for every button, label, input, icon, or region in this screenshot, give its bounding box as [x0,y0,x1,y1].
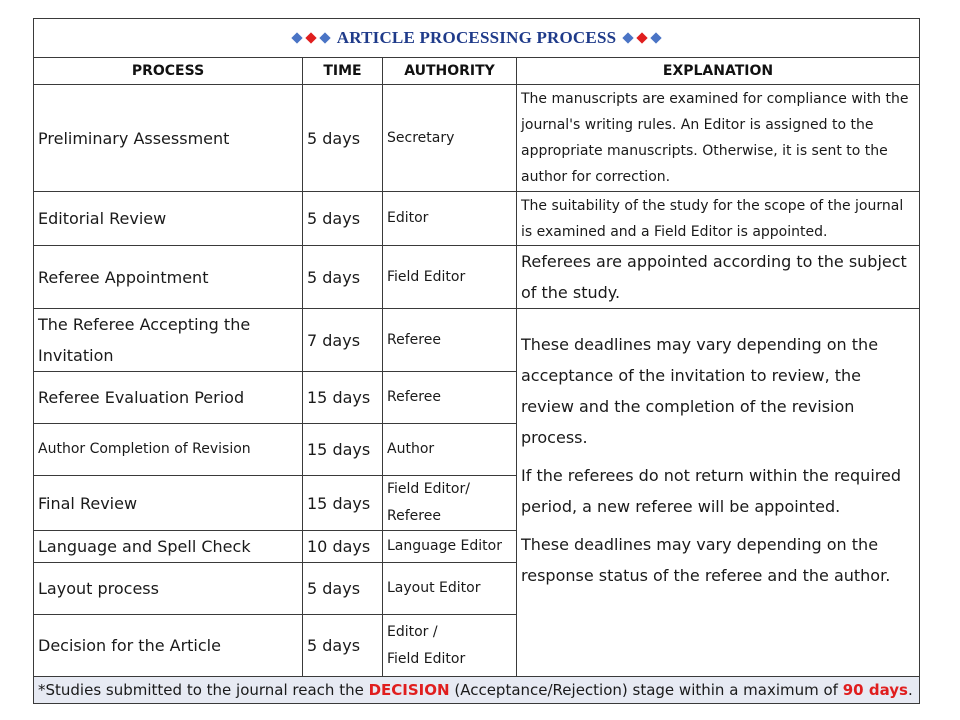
authority-cell: Language Editor [383,531,517,563]
time-cell: 15 days [303,424,383,476]
footer-text: (Acceptance/Rejection) stage within a maximum of [449,681,843,699]
table-row [34,85,920,192]
process-cell: Final Review [34,476,303,531]
explanation-paragraph: These deadlines may vary depending on the acceptance of the invitation to review, the review and the completion of the revision process. [521,335,879,447]
header-time: TIME [303,58,383,85]
authority-cell: Editor [383,192,517,246]
time-cell: 5 days [303,85,383,192]
process-cell: Decision for the Article [34,615,303,677]
time-cell: 5 days [303,246,383,309]
time-cell: 5 days [303,615,383,677]
footer-text: . [907,681,913,699]
footer-days: 90 days [842,681,908,699]
diamond-blue-icon [651,32,662,43]
explanation-paragraph: These deadlines may vary depending on the response status of the referee and the author. [521,535,891,585]
diamond-blue-icon [291,32,302,43]
header-row [34,58,920,85]
authority-cell: Layout Editor [383,563,517,615]
process-cell: Editorial Review [34,192,303,246]
footer-decision: DECISION [368,681,450,699]
table-row [34,309,920,372]
time-cell: 7 days [303,309,383,372]
header-process: PROCESS [34,58,303,85]
authority-cell: Field Editor [383,246,517,309]
diamond-blue-icon [319,32,330,43]
article-process-table [33,18,920,704]
header-authority: AUTHORITY [383,58,517,85]
process-cell: Referee Appointment [34,246,303,309]
authority-cell [383,476,517,531]
explanation-cell: The suitability of the study for the scope of the journal is examined and a Field Editor is appointed. [517,192,920,246]
page-title: ARTICLE PROCESSING PROCESS [336,28,617,47]
explanation-paragraph: If the referees do not return within the required period, a new referee will be appointed. [521,466,901,516]
footer-row [34,677,920,704]
time-cell: 15 days [303,372,383,424]
authority-cell: Referee [383,309,517,372]
table-row [34,192,920,246]
table-row [34,246,920,309]
diamond-red-icon [305,32,316,43]
explanation-cell: The manuscripts are examined for compliance with the journal's writing rules. An Editor is assigned to the appropriate manuscripts. Otherwise, it is sent to the author for correction. [517,85,920,192]
footer-note [34,677,920,704]
process-cell: Preliminary Assessment [34,85,303,192]
diamond-blue-icon [623,32,634,43]
authority-cell [383,615,517,677]
merged-explanation-cell [517,309,920,677]
process-cell: The Referee Accepting the Invitation [34,309,303,372]
authority-cell: Secretary [383,85,517,192]
authority-line: Field Editor [387,650,466,667]
time-cell: 5 days [303,563,383,615]
explanation-cell: Referees are appointed according to the subject of the study. [517,246,920,309]
authority-line: Referee [387,508,441,524]
authority-line: Field Editor/ [387,481,470,497]
authority-line: Editor / [387,623,438,640]
process-cell: Language and Spell Check [34,531,303,563]
title-cell [34,19,920,58]
authority-cell: Referee [383,372,517,424]
process-cell: Referee Evaluation Period [34,372,303,424]
process-cell: Layout process [34,563,303,615]
diamond-red-icon [637,32,648,43]
header-explanation: EXPLANATION [517,58,920,85]
time-cell: 10 days [303,531,383,563]
process-cell: Author Completion of Revision [34,424,303,476]
time-cell: 5 days [303,192,383,246]
title-row [34,19,920,58]
footer-text: *Studies submitted to the journal reach the [38,681,369,699]
authority-cell: Author [383,424,517,476]
time-cell: 15 days [303,476,383,531]
